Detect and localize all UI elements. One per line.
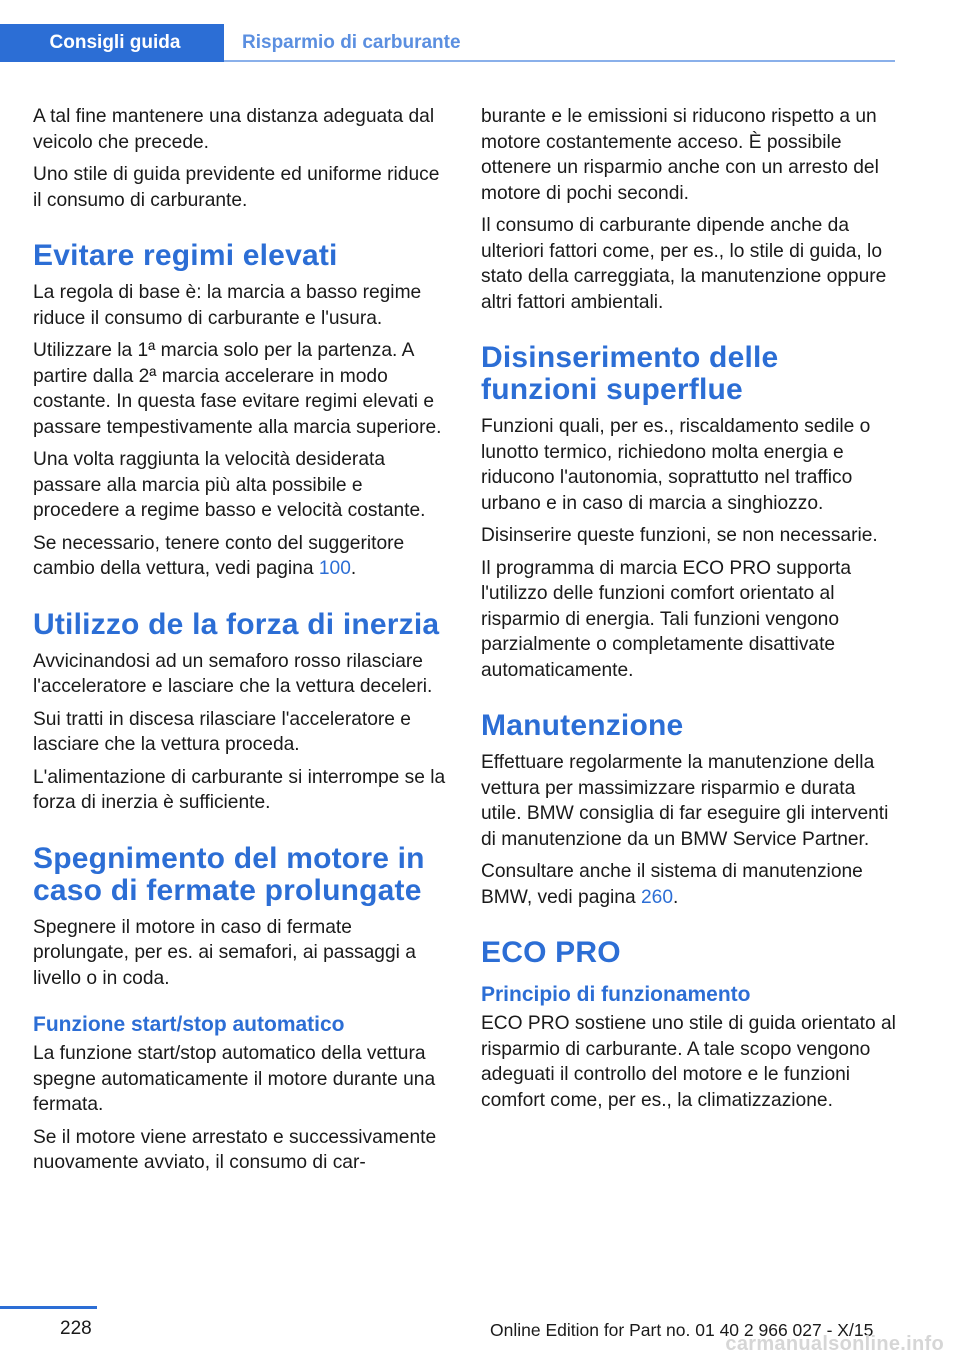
section-tab-risparmio-carburante[interactable]: Risparmio di carburante: [242, 32, 461, 53]
paragraph: Disinserire queste funzioni, se non necessarie.: [481, 525, 878, 546]
paragraph: Sui tratti in discesa rilasciare l'acceleratore e lasciare che la vettura proceda.: [33, 708, 411, 755]
footer-divider: [0, 1306, 97, 1309]
paragraph-with-link: [481, 859, 901, 910]
right-column: [481, 104, 901, 1120]
section-heading-inerzia: Utilizzo de la forza di inerzia: [33, 607, 440, 641]
paragraph: La regola di base è: la marcia a basso regime riduce il consumo di carburante e l'usura.: [33, 282, 422, 329]
page-link-260[interactable]: 260: [640, 886, 673, 908]
paragraph: A tal fine mantenere una distanza adeguata dal veicolo che precede.: [33, 106, 435, 153]
paragraph: Uno stile di guida previdente ed uniforme riduce il consumo di carburante.: [33, 164, 440, 211]
section-heading-spegnimento: Spegnimento del motore in caso di fermate prolungate: [33, 841, 425, 907]
paragraph: Utilizzare la 1ª marcia solo per la partenza. A partire dalla 2ª marcia accelerare in modo costante. In questa fase evitare regimi elevati e passare tempestivamente alla marcia superiore.: [33, 340, 442, 438]
section-heading-regimi: Evitare regimi elevati: [33, 239, 338, 272]
paragraph: Il programma di marcia ECO PRO supporta l'utilizzo delle funzioni comfort orientato al risparmio di energia. Tali funzioni vengono parzialmente o completamente disattivate automaticamente.: [481, 557, 852, 681]
paragraph-text: .: [350, 558, 357, 579]
paragraph: Funzioni quali, per es., riscaldamento sedile o lunotto termico, richiedono molta energia e riducono l'autonomia, soprattutto nel traffico urbano e in caso di marcia a singhiozzo.: [481, 416, 871, 514]
paragraph: La funzione start/stop automatico della vettura spegne automaticamente il motore durante una fermata.: [33, 1043, 436, 1115]
page-link-100[interactable]: 100: [318, 558, 351, 579]
paragraph-with-link: [33, 531, 453, 582]
subsection-heading-principio: Principio di funzionamento: [481, 983, 751, 1006]
section-heading-ecopro: ECO PRO: [481, 936, 621, 969]
section-heading-manutenzione: Manutenzione: [481, 709, 684, 742]
subsection-heading-startstop: Funzione start/stop automatico: [33, 1013, 345, 1036]
paragraph: burante e le emissioni si riducono rispetto a un motore costantemente acceso. È possibile ottenere un risparmio anche con un arresto del motore di pochi secondi.: [481, 106, 879, 204]
section-tab-consigli-guida[interactable]: Consigli guida: [0, 24, 224, 62]
edition-note: Online Edition for Part no. 01 40 2 966 027 - X/15: [490, 1320, 874, 1340]
page-header: [0, 24, 895, 62]
paragraph: Effettuare regolarmente la manutenzione della vettura per massimizzare risparmio e durata utile. BMW consiglia di far eseguire gli interventi di manutenzione da un BMW Service Partner.: [481, 752, 889, 850]
paragraph: Il consumo di carburante dipende anche da ulteriori fattori come, per es., lo stile di guida, lo stato della carreggiata, la manutenzione oppure altri fattori ambientali.: [481, 215, 887, 313]
header-divider: [224, 60, 895, 62]
page-number: 228: [60, 1318, 92, 1339]
paragraph: Avvicinandosi ad un semaforo rosso rilasciare l'acceleratore e lasciare che la vettura deceleri.: [33, 650, 433, 697]
left-column: [33, 104, 453, 1183]
section-heading-disinserimento: Disinserimento delle funzioni superflue: [481, 341, 779, 406]
paragraph-text: .: [673, 886, 679, 908]
paragraph: ECO PRO sostiene uno stile di guida orientato al risparmio di carburante. A tale scopo vengono adeguati il controllo del motore e le funzioni comfort come, per es., la climatizzazione.: [481, 1013, 896, 1111]
paragraph-text: Se necessario, tenere conto del suggeritore cambio della vettura, vedi pagina: [33, 532, 405, 579]
paragraph: Una volta raggiunta la velocità desiderata passare alla marcia più alta possibile e procedere a regime basso e velocità costante.: [33, 449, 426, 521]
paragraph-text: Consultare anche il sistema di manutenzione BMW, vedi pagina: [481, 861, 863, 908]
paragraph: Se il motore viene arrestato e successivamente nuovamente avviato, il consumo di car-: [33, 1126, 437, 1173]
paragraph: Spegnere il motore in caso di fermate prolungate, per es. ai semafori, ai passaggi a livello o in coda.: [33, 916, 416, 989]
paragraph: L'alimentazione di carburante si interrompe se la forza di inerzia è sufficiente.: [33, 766, 446, 813]
watermark: carmanualsonline.info: [725, 1333, 944, 1355]
